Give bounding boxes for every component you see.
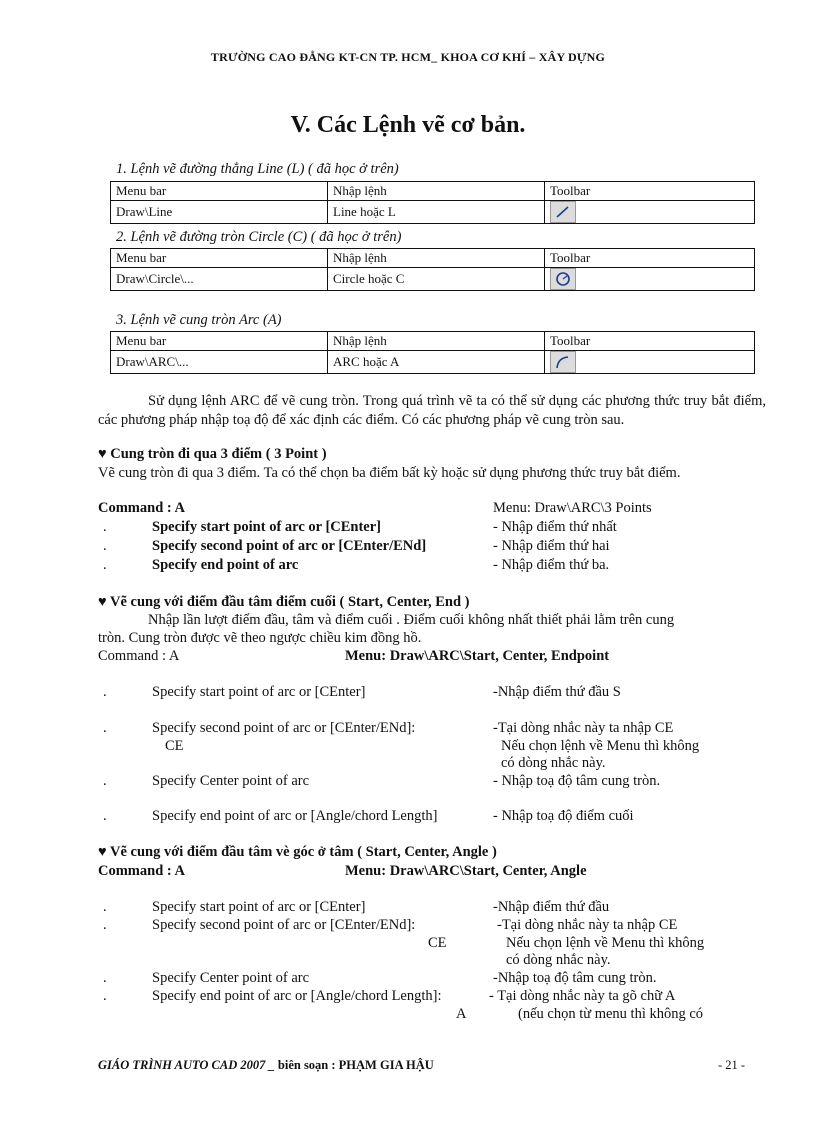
section-sce-heading: ♥ Vẽ cung với điểm đầu tâm điểm cuối ( Start, Center, End ) xyxy=(98,594,470,610)
step-input: A xyxy=(456,1006,467,1022)
step-prompt: Specify second point of arc or [CEnter/ENd]: xyxy=(152,720,416,736)
arc-icon xyxy=(550,351,576,373)
bullet: . xyxy=(103,519,107,535)
step-note: -Tại dòng nhắc này ta nhập CE xyxy=(493,720,674,736)
footer-author: biên soạn : PHẠM GIA HẬU xyxy=(274,1058,434,1072)
cell-menu: Draw\ARC\... xyxy=(111,351,328,374)
section-3point-heading: ♥ Cung tròn đi qua 3 điểm ( 3 Point ) xyxy=(98,446,327,462)
step-prompt: Specify start point of arc or [CEnter] xyxy=(152,899,366,915)
step-prompt: Specify end point of arc or [Angle/chord Length] xyxy=(152,808,438,824)
circle-icon xyxy=(550,268,576,290)
step-note: có dòng nhắc này. xyxy=(506,952,611,968)
command-table-line xyxy=(110,181,755,224)
step-note: - Nhập toạ độ điểm cuối xyxy=(493,808,634,824)
menu-path: Menu: Draw\ARC\Start, Center, Angle xyxy=(345,863,587,879)
bullet: . xyxy=(103,773,107,789)
command-label: Command : A xyxy=(98,863,186,879)
step-note: - Nhập điểm thứ hai xyxy=(493,538,610,554)
menu-path: Menu: Draw\ARC\3 Points xyxy=(493,500,652,516)
footer-book-title: GIÁO TRÌNH AUTO CAD 2007 _ xyxy=(98,1058,275,1072)
cell-input: ARC hoặc A xyxy=(328,351,545,374)
step-prompt: Specify start point of arc or [CEnter] xyxy=(152,519,382,535)
page-title: V. Các Lệnh vẽ cơ bản. xyxy=(290,112,526,138)
page-header: TRƯỜNG CAO ĐẲNG KT-CN TP. HCM_ KHOA CƠ KHÍ – XÂY DỰNG xyxy=(210,50,606,64)
bullet: . xyxy=(103,557,107,573)
step-note: -Tại dòng nhắc này ta nhập CE xyxy=(497,917,678,933)
cell-toolbar xyxy=(545,351,755,374)
bullet: . xyxy=(103,970,107,986)
intro-paragraph: Sử dụng lệnh ARC để vẽ cung tròn. Trong quá trình vẽ ta có thể sử dụng các phương thức truy bắt điểm, các phương pháp nhập toạ độ để xác định các điểm. Có các phương pháp vẽ cung tròn sau. xyxy=(98,393,766,428)
bullet: . xyxy=(103,988,107,1004)
command-table-title-circle: 2. Lệnh vẽ đường tròn Circle (C) ( đã học ở trên) xyxy=(116,229,402,245)
header-toolbar: Toolbar xyxy=(545,332,755,351)
step-prompt: Specify Center point of arc xyxy=(152,970,310,986)
bullet: . xyxy=(103,720,107,736)
step-note: - Nhập điểm thứ nhất xyxy=(493,519,617,535)
cell-input: Line hoặc L xyxy=(328,201,545,224)
section-3point-desc: Vẽ cung tròn đi qua 3 điểm. Ta có thể chọn ba điểm bất kỳ hoặc sử dụng phương thức truy bắt điểm. xyxy=(98,465,681,481)
step-prompt: Specify second point of arc or [CEnter/ENd] xyxy=(152,538,427,554)
step-prompt: Specify start point of arc or [CEnter] xyxy=(152,684,366,700)
step-note: Nếu chọn lệnh về Menu thì không xyxy=(501,738,700,754)
page-number: - 21 - xyxy=(718,1058,746,1072)
header-menu-bar: Menu bar xyxy=(111,249,328,268)
step-note: Nếu chọn lệnh về Menu thì không xyxy=(506,935,705,951)
page-footer xyxy=(98,1058,434,1073)
command-table-circle xyxy=(110,248,755,291)
header-toolbar: Toolbar xyxy=(545,182,755,201)
step-note: -Nhập điểm thứ đầu S xyxy=(493,684,621,700)
cell-toolbar xyxy=(545,268,755,291)
step-prompt: Specify end point of arc or [Angle/chord Length]: xyxy=(152,988,442,1004)
header-menu-bar: Menu bar xyxy=(111,182,328,201)
line-icon xyxy=(550,201,576,223)
command-label: Command : A xyxy=(98,500,186,516)
bullet: . xyxy=(103,538,107,554)
section-sce-desc-2: tròn. Cung tròn được vẽ theo ngược chiều kim đồng hồ. xyxy=(98,630,422,646)
bullet: . xyxy=(103,808,107,824)
command-table-title-line: 1. Lệnh vẽ đường thẳng Line (L) ( đã học ở trên) xyxy=(116,161,399,177)
header-input: Nhập lệnh xyxy=(328,332,545,351)
header-input: Nhập lệnh xyxy=(328,249,545,268)
command-table-arc xyxy=(110,331,755,374)
step-note: có dòng nhắc này. xyxy=(501,755,606,771)
step-note: - Tại dòng nhắc này ta gõ chữ A xyxy=(489,988,676,1004)
step-prompt: Specify second point of arc or [CEnter/ENd]: xyxy=(152,917,416,933)
section-sce-desc-1: Nhập lần lượt điểm đầu, tâm và điểm cuối . Điểm cuối không nhất thiết phải lằm trên cung xyxy=(148,612,675,628)
step-note: - Nhập toạ độ tâm cung tròn. xyxy=(493,773,661,789)
step-input: CE xyxy=(428,935,447,951)
command-table-title-arc: 3. Lệnh vẽ cung tròn Arc (A) xyxy=(116,312,282,328)
header-toolbar: Toolbar xyxy=(545,249,755,268)
step-note: -Nhập toạ độ tâm cung tròn. xyxy=(493,970,657,986)
command-label: Command : A xyxy=(98,648,180,664)
section-sca-heading: ♥ Vẽ cung với điểm đầu tâm vè góc ở tâm ( Start, Center, Angle ) xyxy=(98,844,497,860)
step-note: - Nhập điểm thứ ba. xyxy=(493,557,610,573)
cell-menu: Draw\Circle\... xyxy=(111,268,328,291)
bullet: . xyxy=(103,684,107,700)
cell-menu: Draw\Line xyxy=(111,201,328,224)
bullet: . xyxy=(103,917,107,933)
step-note: -Nhập điểm thứ đầu xyxy=(493,899,610,915)
cell-toolbar xyxy=(545,201,755,224)
header-menu-bar: Menu bar xyxy=(111,332,328,351)
menu-path: Menu: Draw\ARC\Start, Center, Endpoint xyxy=(345,648,610,664)
step-note: (nếu chọn từ menu thì không có xyxy=(518,1006,704,1022)
step-prompt: Specify end point of arc xyxy=(152,557,299,573)
step-prompt: Specify Center point of arc xyxy=(152,773,310,789)
header-input: Nhập lệnh xyxy=(328,182,545,201)
step-input: CE xyxy=(165,738,184,754)
cell-input: Circle hoặc C xyxy=(328,268,545,291)
bullet: . xyxy=(103,899,107,915)
